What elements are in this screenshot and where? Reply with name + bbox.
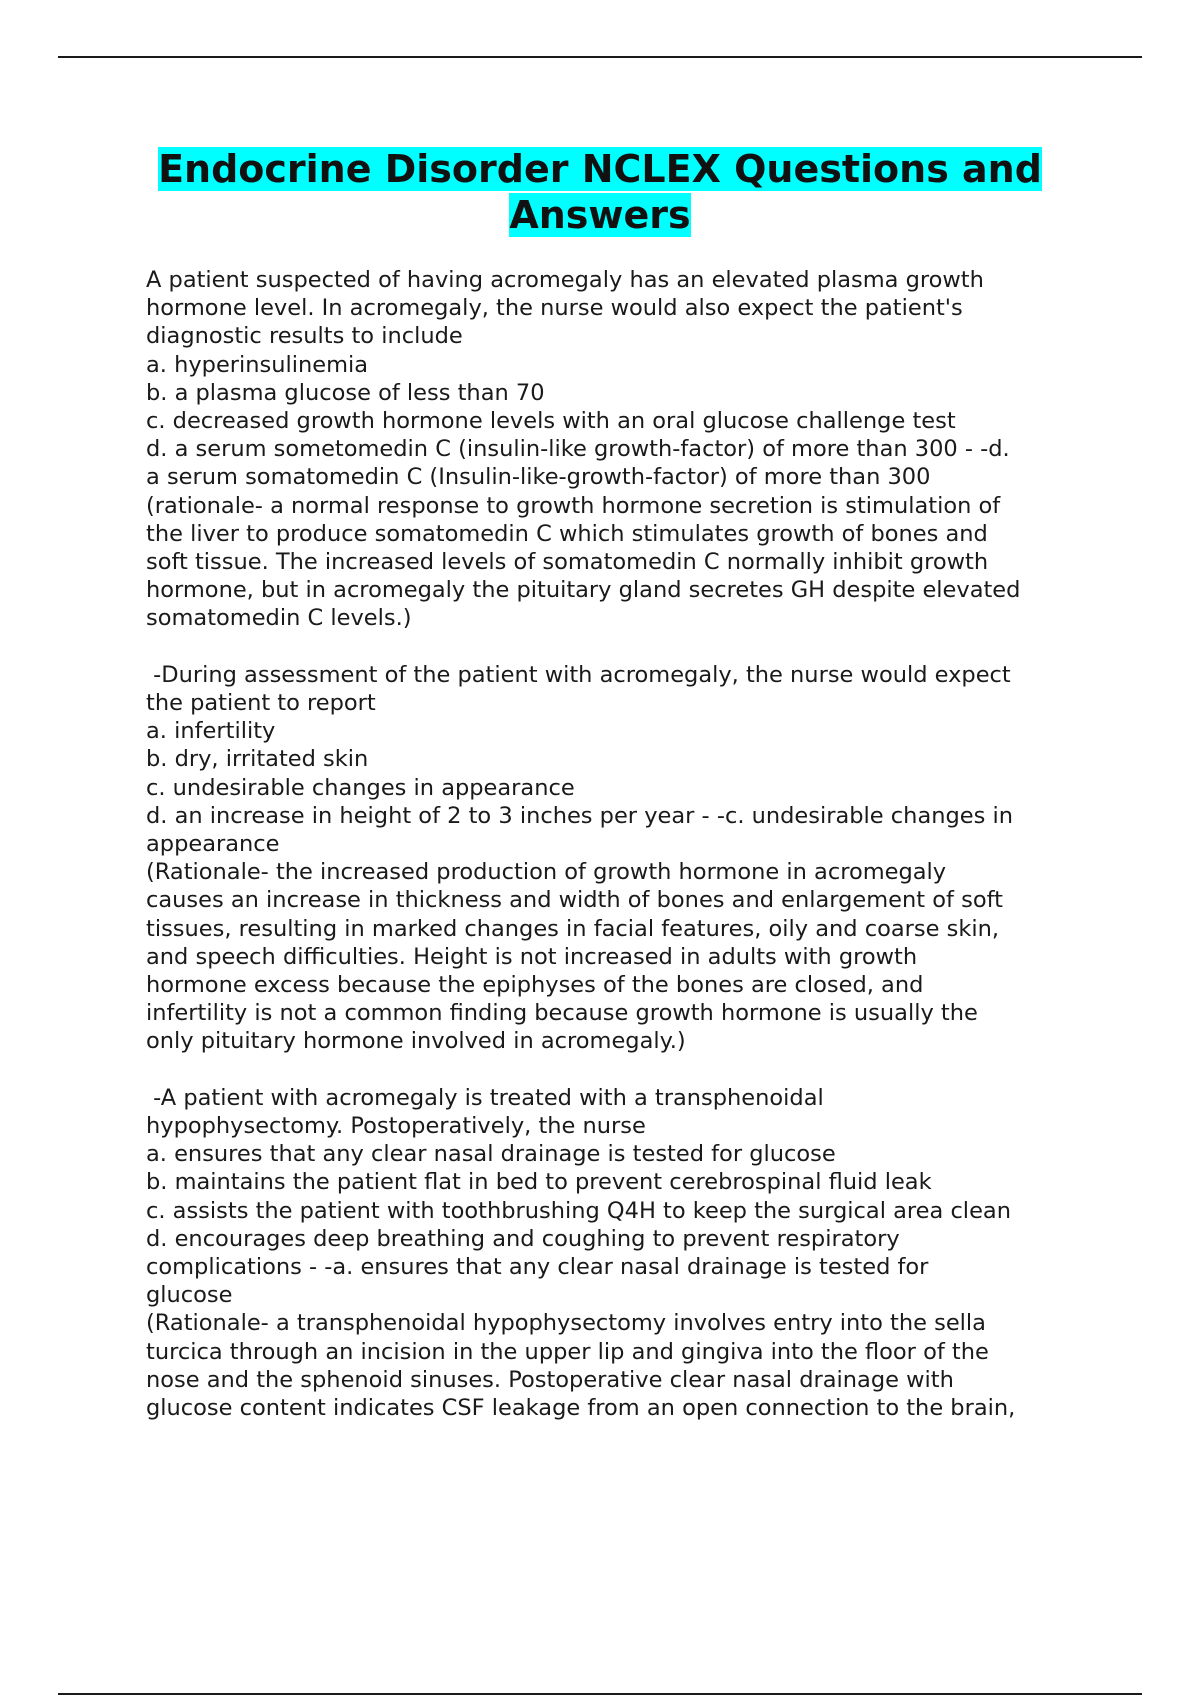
option-line: d. a serum sometomedin C (insulin-like growth-factor) of more than 300 - -d.: [146, 436, 1010, 463]
text-line: -A patient with acromegaly is treated with a transphenoidal: [146, 1084, 824, 1111]
rationale-line: hormone excess because the epiphyses of the bones are closed, and: [146, 972, 924, 999]
question-block-1: [146, 266, 1086, 633]
option-line: c. decreased growth hormone levels with an oral glucose challenge test: [146, 408, 956, 435]
option-line: a. infertility: [146, 718, 276, 745]
option-line: b. dry, irritated skin: [146, 746, 369, 773]
option-line: a. ensures that any clear nasal drainage is tested for glucose: [146, 1141, 836, 1168]
rationale-line: only pituitary hormone involved in acromegaly.): [146, 1028, 686, 1055]
answer-line: appearance: [146, 831, 280, 858]
title-text: [158, 147, 1042, 237]
title-line-2: Answers: [509, 193, 691, 237]
rationale-line: nose and the sphenoid sinuses. Postoperative clear nasal drainage with: [146, 1366, 954, 1393]
text-line: hormone level. In acromegaly, the nurse would also expect the patient's: [146, 295, 963, 322]
rationale-line: causes an increase in thickness and width of bones and enlargement of soft: [146, 887, 1003, 914]
text-line: A patient suspected of having acromegaly has an elevated plasma growth: [146, 267, 984, 293]
header-rule: [58, 56, 1142, 58]
answer-line: a serum somatomedin C (Insulin-like-growth-factor) of more than 300: [146, 464, 931, 491]
answer-line: glucose: [146, 1282, 233, 1309]
option-line: b. a plasma glucose of less than 70: [146, 379, 545, 406]
option-line: c. undesirable changes in appearance: [146, 774, 575, 801]
footer-rule: [58, 1693, 1142, 1695]
text-line: hypophysectomy. Postoperatively, the nurse: [146, 1113, 646, 1140]
rationale-line: infertility is not a common finding because growth hormone is usually the: [146, 1000, 978, 1027]
option-line: a. hyperinsulinemia: [146, 351, 369, 378]
text-line: the patient to report: [146, 690, 376, 717]
question-block-2: [146, 661, 1086, 1056]
question-block-3: [146, 1084, 1086, 1422]
option-line: c. assists the patient with toothbrushing Q4H to keep the surgical area clean: [146, 1197, 1011, 1224]
text-line: diagnostic results to include: [146, 323, 463, 350]
rationale-line: hormone, but in acromegaly the pituitary gland secretes GH despite elevated: [146, 577, 1021, 604]
rationale-line: somatomedin C levels.): [146, 605, 412, 632]
option-line: d. an increase in height of 2 to 3 inches per year - -c. undesirable changes in: [146, 802, 1013, 829]
rationale-line: glucose content indicates CSF leakage from an open connection to the brain,: [146, 1395, 1016, 1422]
rationale-line: soft tissue. The increased levels of somatomedin C normally inhibit growth: [146, 549, 989, 576]
option-line: d. encourages deep breathing and coughing to prevent respiratory: [146, 1225, 900, 1252]
rationale-line: tissues, resulting in marked changes in facial features, oily and coarse skin,: [146, 915, 1000, 942]
option-line: b. maintains the patient flat in bed to prevent cerebrospinal fluid leak: [146, 1169, 932, 1196]
text-line: -During assessment of the patient with acromegaly, the nurse would expect: [146, 661, 1011, 688]
answer-line: complications - -a. ensures that any clear nasal drainage is tested for: [146, 1254, 929, 1281]
document-title: [100, 146, 1100, 238]
rationale-line: (Rationale- a transphenoidal hypophysectomy involves entry into the sella: [146, 1310, 986, 1337]
rationale-line: the liver to produce somatomedin C which stimulates growth of bones and: [146, 520, 988, 547]
rationale-line: and speech difficulties. Height is not increased in adults with growth: [146, 943, 918, 970]
rationale-line: (Rationale- the increased production of growth hormone in acromegaly: [146, 859, 947, 886]
rationale-line: turcica through an incision in the upper lip and gingiva into the floor of the: [146, 1338, 989, 1365]
document-body: [146, 266, 1086, 1422]
rationale-line: (rationale- a normal response to growth hormone secretion is stimulation of: [146, 492, 1001, 519]
title-line-1: Endocrine Disorder NCLEX Questions and: [158, 147, 1042, 191]
